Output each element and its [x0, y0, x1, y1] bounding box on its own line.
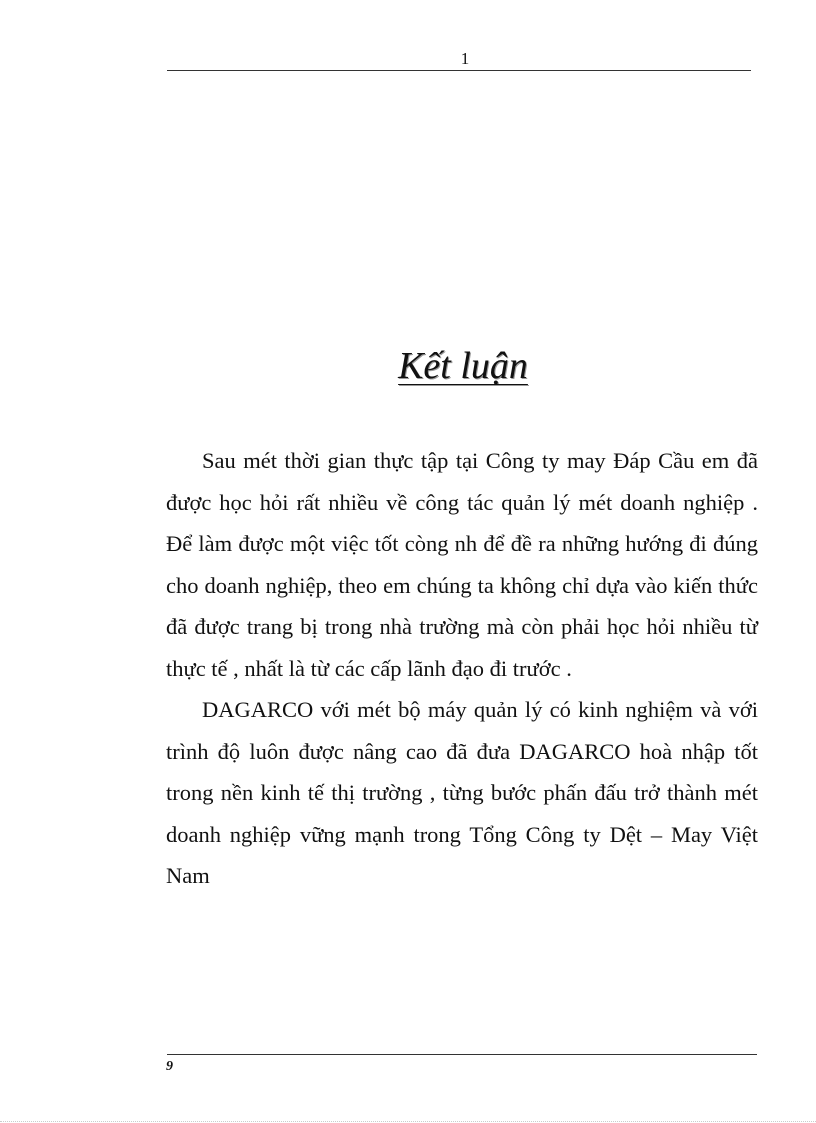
paragraph-1: Sau mét thời gian thực tập tại Công ty may Đáp Cầu em đã được học hỏi rất nhiều về công tác quản lý mét doanh nghiệp . Để làm được một việc tốt còng nh để đề ra những hướng đi đúng cho doanh nghiệp, theo em chúng ta không chỉ dựa vào kiến thức đã được trang bị trong nhà trường mà còn phải học hỏi nhiều từ thực tế , nhất là từ các cấp lãnh đạo đi trước . — [166, 448, 758, 681]
page-title — [0, 340, 816, 392]
header-page-number: 1 — [460, 49, 470, 68]
body-text — [166, 440, 758, 897]
footer-rule — [167, 1054, 757, 1055]
footer-page-number: 9 — [166, 1059, 173, 1074]
paragraph-2: DAGARCO với mét bộ máy quản lý có kinh nghiệm và với trình độ luôn được nâng cao đã đưa DAGARCO hoà nhập tốt trong nền kinh tế thị trường , từng bước phấn đấu trở thành mét doanh nghiệp vững mạnh trong Tổng Công ty Dệt – May Việt Nam — [166, 697, 758, 888]
page-edge-divider — [0, 1121, 816, 1122]
header-rule — [167, 70, 751, 71]
page-title-text: Kết luận — [398, 345, 528, 387]
